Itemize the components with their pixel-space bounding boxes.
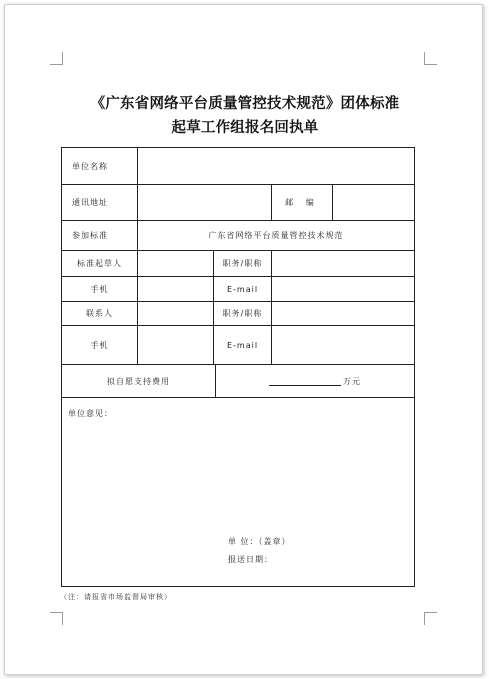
drafter-email-field[interactable] <box>272 277 414 301</box>
document-title-line-1: 《广东省网络平台质量管控技术规范》团体标准 <box>90 96 400 112</box>
funding-amount-blank[interactable] <box>269 377 341 386</box>
drafter-label: 标准起草人 <box>77 259 122 268</box>
drafter-position-label: 职务/职称 <box>222 259 263 268</box>
crop-mark-top-right <box>424 52 437 65</box>
crop-mark-bottom-left <box>50 612 63 625</box>
registration-form-table <box>61 147 415 587</box>
submission-date-label: 报送日期： <box>228 555 273 564</box>
drafter-phone-label: 手机 <box>90 284 109 294</box>
contact-email-field[interactable] <box>272 326 414 364</box>
unit-name-label: 单位名称 <box>72 161 108 171</box>
footnote: （注：请报省市场监督局审核） <box>60 593 172 601</box>
contact-phone-field[interactable] <box>138 326 213 364</box>
standard-value: 广东省网络平台质量管控技术规范 <box>208 231 344 240</box>
funding-label: 拟自愿支持费用 <box>107 376 170 386</box>
document-title-line-2: 起草工作组报名回执单 <box>171 120 319 136</box>
drafter-field[interactable] <box>138 251 213 276</box>
crop-mark-top-left <box>50 52 63 65</box>
postcode-label: 邮 编 <box>285 198 319 207</box>
drafter-email-label: E-mail <box>226 284 259 294</box>
contact-phone-label: 手机 <box>90 340 109 350</box>
unit-name-field[interactable] <box>138 148 414 184</box>
funding-unit: 万元 <box>343 376 361 386</box>
crop-mark-bottom-right <box>424 612 437 625</box>
drafter-phone-field[interactable] <box>138 277 213 301</box>
address-field[interactable] <box>138 185 271 220</box>
postcode-field[interactable] <box>333 185 414 220</box>
unit-opinion-label: 单位意见： <box>68 409 113 418</box>
seal-label: 单 位：（盖章） <box>228 537 291 546</box>
drafter-position-field[interactable] <box>272 251 414 276</box>
address-label: 通讯地址 <box>72 198 108 207</box>
contact-position-field[interactable] <box>272 302 414 325</box>
funding-field[interactable] <box>216 365 414 397</box>
contact-label: 联系人 <box>86 309 113 318</box>
contact-email-label: E-mail <box>226 340 259 350</box>
standard-label: 参加标准 <box>72 231 108 240</box>
contact-field[interactable] <box>138 302 213 325</box>
contact-position-label: 职务/职称 <box>222 309 263 318</box>
